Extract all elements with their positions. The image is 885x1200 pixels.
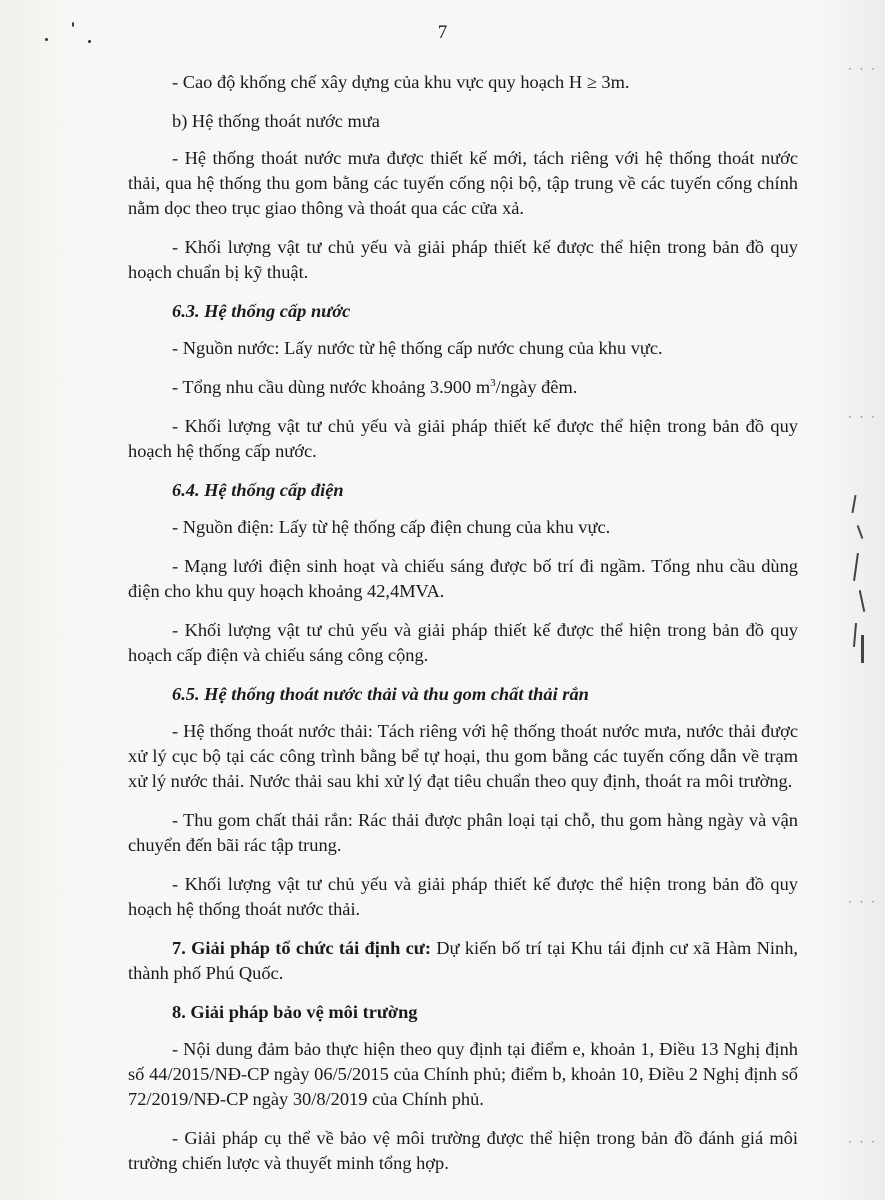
paragraph: - Nguồn nước: Lấy nước từ hệ thống cấp nước chung của khu vực. xyxy=(172,338,663,358)
paragraph: - Khối lượng vật tư chủ yếu và giải pháp thiết kế được thể hiện trong bản đồ quy hoạch cấp điện và chiếu sáng công cộng. xyxy=(128,620,798,665)
scan-dots: · · · xyxy=(847,62,877,76)
document-body xyxy=(128,70,798,1190)
margin-handwriting xyxy=(849,495,871,665)
scan-dots: · · · xyxy=(847,895,877,909)
section-heading: 6.3. Hệ thống cấp nước xyxy=(172,301,351,321)
paragraph: - Khối lượng vật tư chủ yếu và giải pháp thiết kế được thể hiện trong bản đồ quy hoạch hệ thống cấp nước. xyxy=(128,416,798,461)
superscript-3: 3 xyxy=(490,376,496,389)
paragraph: - Khối lượng vật tư chủ yếu và giải pháp thiết kế được thể hiện trong bản đồ quy hoạch chuẩn bị kỹ thuật. xyxy=(128,237,798,282)
scan-dots: · · · xyxy=(847,410,877,424)
page-number: 7 xyxy=(437,22,448,43)
paragraph xyxy=(128,936,798,986)
paragraph: - Hệ thống thoát nước thải: Tách riêng với hệ thống thoát nước mưa, nước thải được xử lý cục bộ tại các công trình bằng bể tự hoại, thu gom bằng các tuyến cống dẫn về trạm xử lý nước thải. Nước thải sau khi xử lý đạt tiêu chuẩn theo quy định, thoát ra môi trường. xyxy=(128,721,798,791)
paragraph: - Mạng lưới điện sinh hoạt và chiếu sáng được bố trí đi ngầm. Tổng nhu cầu dùng điện cho khu quy hoạch khoảng 42,4MVA. xyxy=(128,556,798,601)
paragraph: - Hệ thống thoát nước mưa được thiết kế mới, tách riêng với hệ thống thoát nước thải, qua hệ thống thu gom bằng các tuyến cống nội bộ, tập trung về các tuyến cống chính nằm dọc theo trục giao thông và thoát qua các cửa xả. xyxy=(128,148,798,218)
paragraph: - Giải pháp cụ thể về bảo vệ môi trường được thể hiện trong bản đồ đánh giá môi trường chiến lược và thuyết minh tổng hợp. xyxy=(128,1128,798,1173)
resettlement-text: Dự kiến bố trí tại Khu tái định cư xã Hàm Ninh, thành phố Phú Quốc. xyxy=(128,938,798,983)
section-heading: 6.5. Hệ thống thoát nước thải và thu gom chất thải rắn xyxy=(172,684,589,704)
scan-dots: · · · xyxy=(847,1135,877,1149)
paragraph xyxy=(128,375,798,400)
paragraph: - Nguồn điện: Lấy từ hệ thống cấp điện chung của khu vực. xyxy=(172,517,611,537)
section-heading: 6.4. Hệ thống cấp điện xyxy=(172,480,344,500)
paragraph: - Nội dung đảm bảo thực hiện theo quy định tại điểm e, khoản 1, Điều 13 Nghị định số 44/2015/NĐ-CP ngày 06/5/2015 của Chính phủ; điểm b, khoản 10, Điều 2 Nghị định số 72/2019/NĐ-CP ngày 30/8/2019 của Chính phủ. xyxy=(128,1039,798,1109)
subsection-label: b) Hệ thống thoát nước mưa xyxy=(172,111,380,131)
section-heading: 8. Giải pháp bảo vệ môi trường xyxy=(172,1002,418,1022)
paragraph: - Thu gom chất thải rắn: Rác thải được phân loại tại chỗ, thu gom hàng ngày và vận chuyển đến bãi rác tập trung. xyxy=(128,810,798,855)
water-demand-text: - Tổng nhu cầu dùng nước khoảng 3.900 m xyxy=(172,377,491,397)
paragraph: - Khối lượng vật tư chủ yếu và giải pháp thiết kế được thể hiện trong bản đồ quy hoạch hệ thống thoát nước thải. xyxy=(128,874,798,919)
section-heading-inline: 7. Giải pháp tổ chức tái định cư: xyxy=(172,938,431,958)
water-demand-unit: /ngày đêm. xyxy=(495,377,578,397)
paragraph: - Cao độ khống chế xây dựng của khu vực quy hoạch H ≥ 3m. xyxy=(172,72,630,92)
